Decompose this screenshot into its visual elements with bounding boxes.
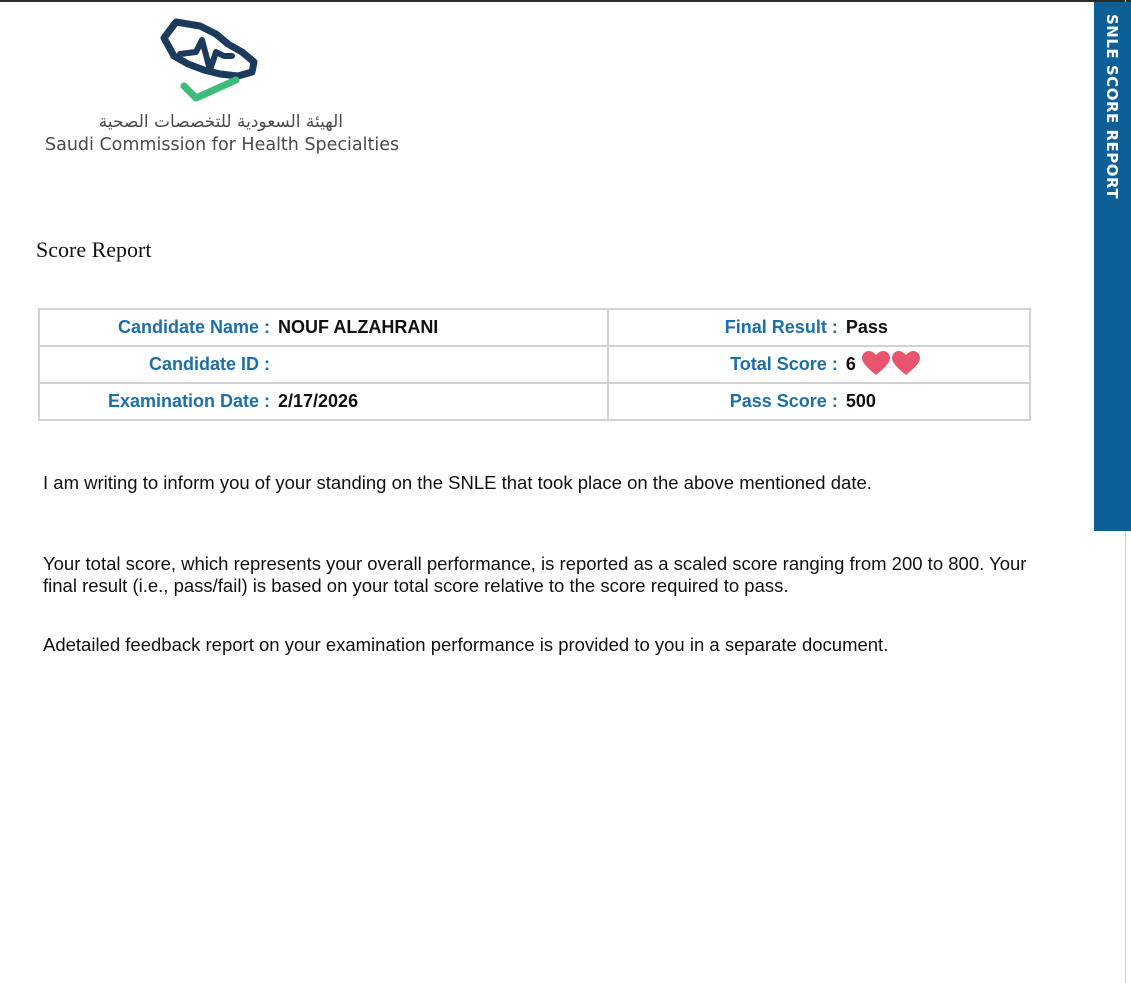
final-result-label: Final Result : [724, 317, 838, 337]
top-border [0, 0, 1131, 2]
table-row [39, 383, 1030, 420]
examination-date-label: Examination Date : [107, 391, 270, 411]
total-score-label: Total Score : [730, 354, 838, 374]
candidate-info-table [38, 308, 1031, 421]
examination-date-value: 2/17/2026 [278, 391, 359, 411]
candidate-name-label: Candidate Name : [117, 317, 270, 337]
table-row [39, 309, 1030, 346]
pass-score-value: 500 [845, 391, 876, 411]
feedback-report-paragraph: Adetailed feedback report on your examination performance is provided to you in a separate document. [43, 634, 889, 655]
logo-check-mark [184, 80, 236, 98]
side-banner-title: SNLE SCORE REPORT [1103, 14, 1121, 200]
table-row [39, 346, 1030, 383]
final-result-value: Pass [845, 317, 888, 337]
total-score-value: 6 [845, 354, 856, 374]
org-name-arabic: الهيئة السعودية للتخصصات الصحية [98, 112, 343, 132]
candidate-id-label: Candidate ID : [148, 354, 270, 374]
heart-sticker-icon [862, 351, 922, 377]
org-name-english: Saudi Commission for Health Specialties [45, 135, 400, 155]
heart-left [862, 351, 890, 375]
standing-paragraph: I am writing to inform you of your standing on the SNLE that took place on the above mentioned date. [43, 472, 872, 493]
scoring-explanation-paragraph: Your total score, which represents your overall performance, is reported as a scaled score ranging from 200 to 800. Your final result (i.e., pass/fail) is based on your total score relative to the score required to pass. [43, 553, 1027, 596]
report-title: Score Report [36, 237, 152, 262]
heart-right [892, 351, 920, 375]
candidate-name-value: NOUF ALZAHRANI [278, 317, 439, 337]
scfhs-heartbeat-logo-icon [150, 12, 270, 112]
pass-score-label: Pass Score : [729, 391, 838, 411]
